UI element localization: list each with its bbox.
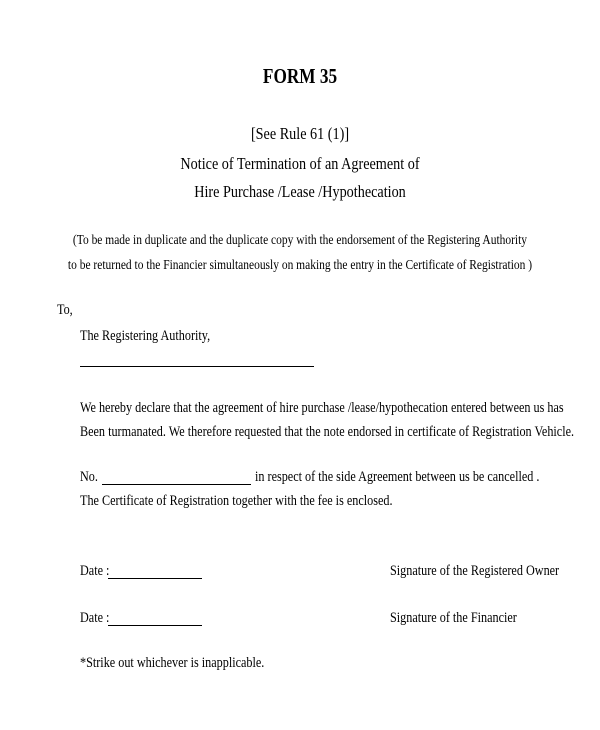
declaration-line2: Been turmanated. We therefore requested that the note endorsed in certificate of Registration Vehicle. (80, 424, 575, 440)
agreement-cancel-text: in respect of the side Agreement between us be cancelled . (255, 469, 540, 485)
financier-signature-label: Signature of the Financier (390, 610, 517, 626)
agreement-no-blank[interactable] (102, 484, 251, 485)
notice-title-line1: Notice of Termination of an Agreement of (180, 154, 420, 173)
salutation-to: To, (57, 302, 73, 318)
financier-date-label: Date : (80, 610, 110, 626)
owner-signature-label: Signature of the Registered Owner (390, 563, 560, 579)
rule-reference: [See Rule 61 (1)] (250, 124, 350, 143)
notice-title-line2: Hire Purchase /Lease /Hypothecation (194, 182, 406, 201)
instruction-line1: (To be made in duplicate and the duplicate copy with the endorsement of the Registering Authority (72, 233, 528, 248)
footnote: *Strike out whichever is inapplicable. (80, 655, 265, 671)
instruction-line2: to be returned to the Financier simultaneously on making the entry in the Certificate of Registration ) (67, 258, 533, 273)
authority-address-blank[interactable] (80, 366, 314, 367)
form-title: FORM 35 (262, 64, 338, 88)
owner-date-blank[interactable] (108, 578, 202, 579)
registering-authority: The Registering Authority, (80, 328, 211, 344)
declaration-line1: We hereby declare that the agreement of hire purchase /lease/hypothecation entered between us has (80, 400, 564, 416)
agreement-no-label: No. (80, 469, 98, 485)
financier-date-blank[interactable] (108, 625, 202, 626)
owner-date-label: Date : (80, 563, 110, 579)
enclosure-text: The Certificate of Registration together with the fee is enclosed. (80, 493, 393, 509)
